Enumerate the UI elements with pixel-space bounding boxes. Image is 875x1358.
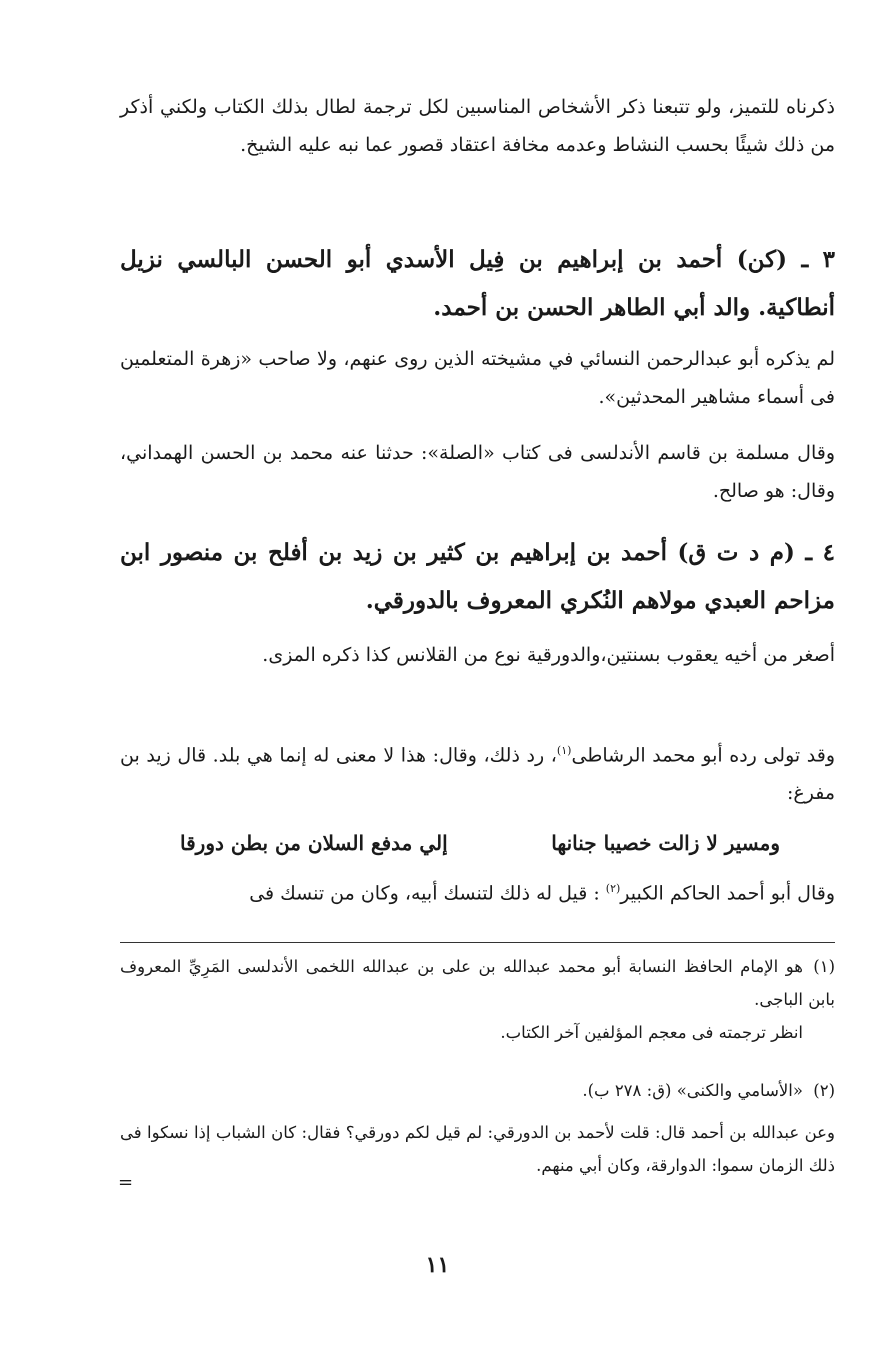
footnote-number: (٢) xyxy=(813,1081,835,1100)
entry-4-paragraph-3 xyxy=(120,870,835,912)
footnote-number: (١) xyxy=(813,957,835,976)
paragraph-text: ذكرناه للتميز، ولو تتبعنا ذكر الأشخاص المناسبين لكل ترجمة لطال بذلك الكتاب ولكني أذكر من ذلك شيئًا بحسب النشاط وعدمه مخافة اعتقاد قصور عما نبه عليه الشيخ. xyxy=(120,96,835,156)
footnote-continuation: وعن عبدالله بن أحمد قال: قلت لأحمد بن الدورقي: لم قيل لكم دورقي؟ فقال: كان الشباب إذا نسكوا فى ذلك الزمان سموا: الدوارقة، وكان أبي منهم. xyxy=(120,1123,835,1175)
poem-verse xyxy=(180,823,780,863)
entry-3-paragraph-2: وقال مسلمة بن قاسم الأندلسى فى كتاب «الصلة»: حدثنا عنه محمد بن الحسن الهمداني، وقال: هو صالح. xyxy=(120,442,835,502)
entry-3-heading: ٣ ـ (كن) أحمد بن إبراهيم بن فِيل الأسدي أبو الحسن البالسي نزيل أنطاكية. والد أبي الطاهر الحسن بن أحمد. xyxy=(120,246,835,321)
paragraph-text: وقد تولى رده أبو محمد الرشاطى xyxy=(571,744,836,767)
footnote-2 xyxy=(120,1074,835,1107)
entry-3-paragraph-1: لم يذكره أبو عبدالرحمن النسائي في مشيخته الذين روى عنهم، ولا صاحب «زهرة المتعلمين فى أسماء مشاهير المحدثين». xyxy=(120,348,835,408)
footnote-text: «الأسامي والكنى» (ق: ٢٧٨ ب). xyxy=(582,1081,803,1100)
footnote-ref-2[interactable]: (٢) xyxy=(605,882,621,895)
footnote-ref-1[interactable]: (١) xyxy=(556,744,572,757)
paragraph-text: ، رد ذلك، وقال: هذا لا معنى له إنما هي بلد. قال زيد بن مفرغ: xyxy=(120,744,835,805)
footnote-1 xyxy=(120,950,835,1049)
entry-4-paragraph-1: أصغر من أخيه يعقوب بسنتين،والدورقية نوع من القلانس كذا ذكره المزى. xyxy=(262,644,835,666)
paragraph-text: وقال أبو أحمد الحاكم الكبير xyxy=(620,882,835,905)
intro-paragraph xyxy=(120,88,835,164)
verse-first-hemistich: ومسير لا زالت خصيبا جنانها xyxy=(551,831,780,855)
page-number: ١١ xyxy=(425,1252,450,1278)
entry-4-heading: ٤ ـ (م د ت ق) أحمد بن إبراهيم بن كثير بن زيد بن أفلح بن منصور ابن مزاحم العبدي مولاهم النُكري المعروف بالدورقي. xyxy=(120,539,835,614)
verse-second-hemistich: إلي مدفع السلان من بطن دورقا xyxy=(180,831,448,855)
paragraph-text: : قيل له ذلك لتنسك أبيه، وكان من تنسك فى xyxy=(249,882,606,905)
continuation-mark: = xyxy=(118,1172,134,1193)
entry-4-paragraph-2 xyxy=(120,732,835,812)
footnote-text: انظر ترجمته فى معجم المؤلفين آخر الكتاب. xyxy=(500,1023,803,1042)
footnote-divider xyxy=(120,942,835,943)
footnote-text: هو الإمام الحافظ النسابة أبو محمد عبدالله بن على بن عبدالله اللخمى الأندلسى المَرِيِّ المعروف بابن الباجى. xyxy=(120,957,835,1009)
